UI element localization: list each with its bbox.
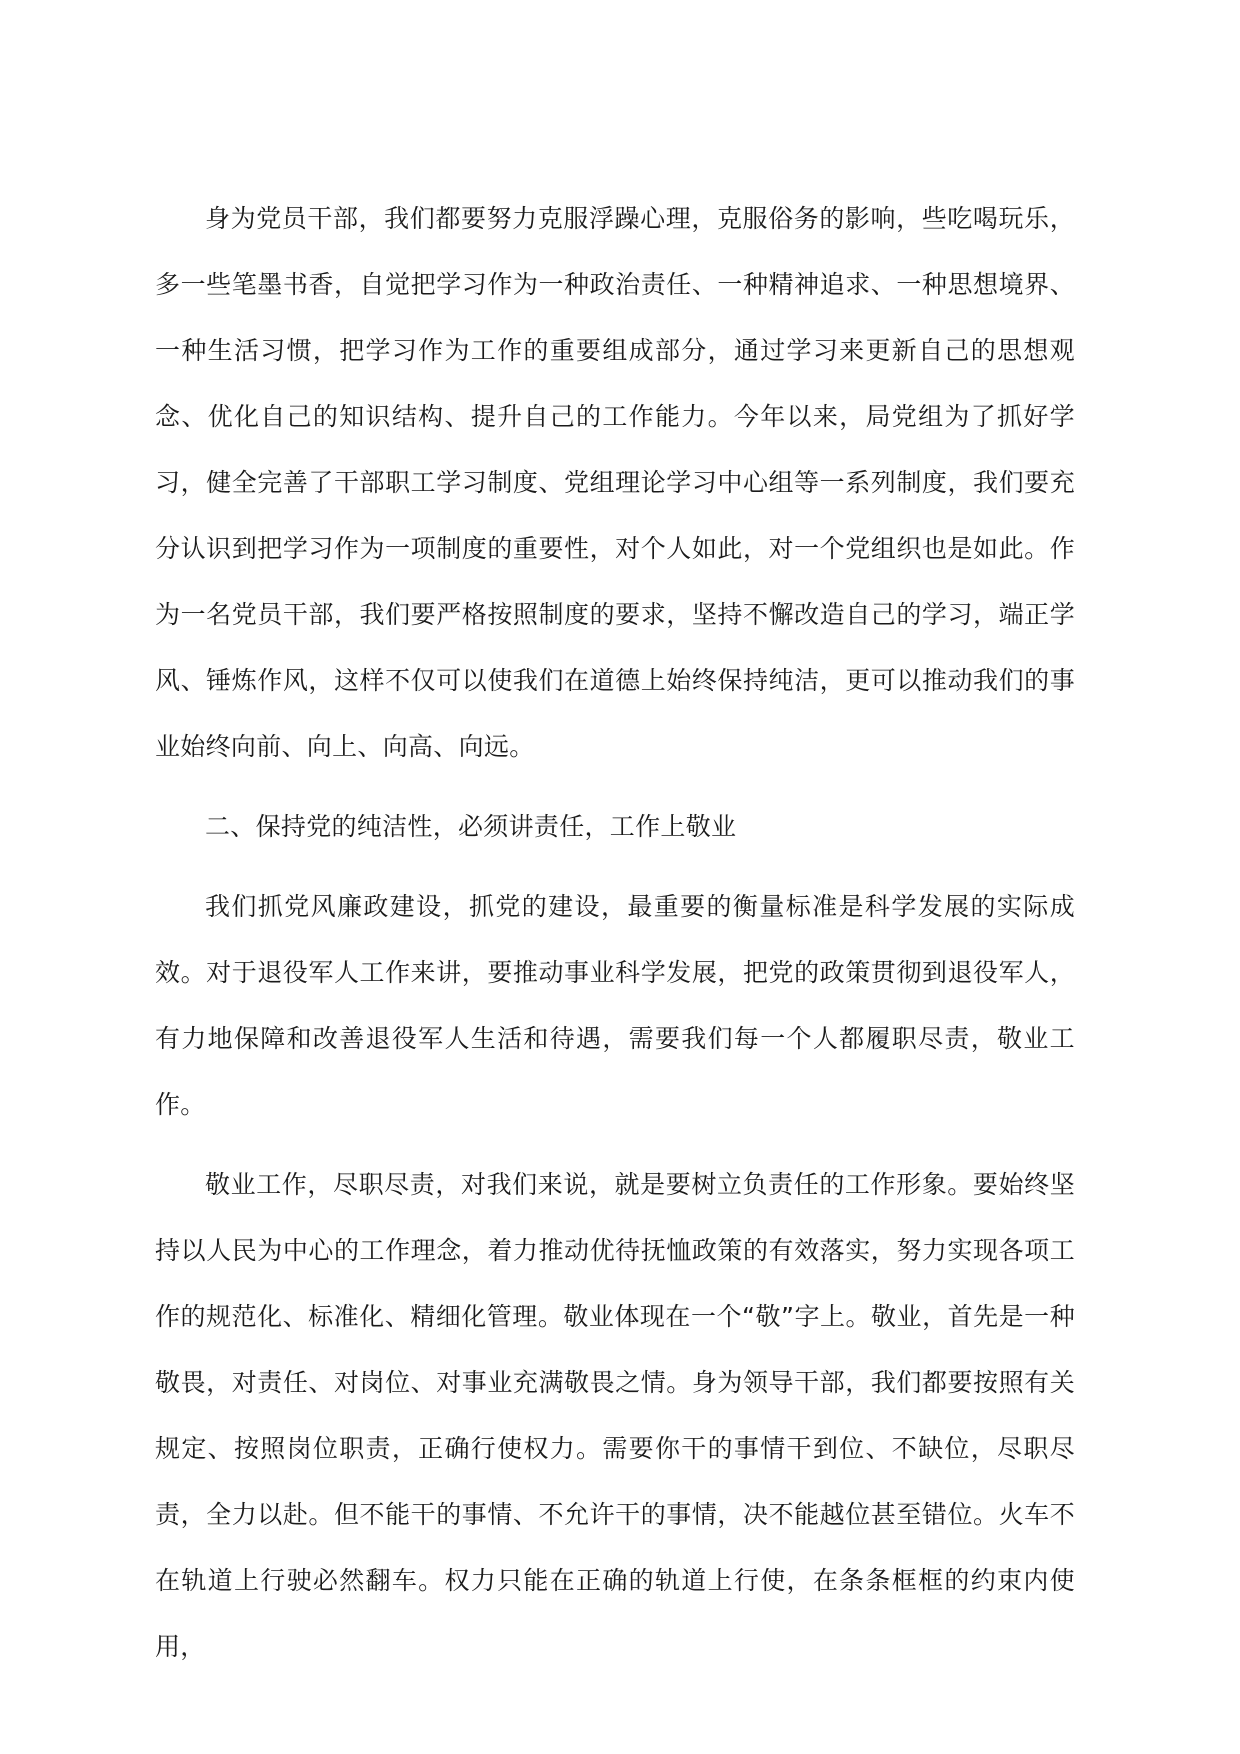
- paragraph-study-discipline: 身为党员干部，我们都要努力克服浮躁心理，克服俗务的影响，些吃喝玩乐，多一些笔墨书香，自觉把学习作为一种政治责任、一种精神追求、一种思想境界、一种生活习惯，把学习作为工作的重要组成部分，通过学习来更新自己的思想观念、优化自己的知识结构、提升自己的工作能力。今年以来，局党组为了抓好学习，健全完善了干部职工学习制度、党组理论学习中心组等一系列制度，我们要充分认识到把学习作为一项制度的重要性，对个人如此，对一个党组织也是如此。作为一名党员干部，我们要严格按照制度的要求，坚持不懈改造自己的学习，端正学风、锤炼作风，这样不仅可以使我们在道德上始终保持纯洁，更可以推动我们的事业始终向前、向上、向高、向远。: [155, 204, 1075, 761]
- paragraph-party-building: 我们抓党风廉政建设，抓党的建设，最重要的衡量标准是科学发展的实际成效。对于退役军人工作来讲，要推动事业科学发展，把党的政策贯彻到退役军人，有力地保障和改善退役军人生活和待遇，需要我们每一个人都履职尽责，敬业工作。: [155, 892, 1075, 1119]
- paragraph-dedication: 敬业工作，尽职尽责，对我们来说，就是要树立负责任的工作形象。要始终坚持以人民为中心的工作理念，着力推动优待抚恤政策的有效落实，努力实现各项工作的规范化、标准化、精细化管理。敬业体现在一个“敬”字上。敬业，首先是一种敬畏，对责任、对岗位、对事业充满敬畏之情。身为领导干部，我们都要按照有关规定、按照岗位职责，正确行使权力。需要你干的事情干到位、不缺位，尽职尽责，全力以赴。但不能干的事情、不允许干的事情，决不能越位甚至错位。火车不在轨道上行驶必然翻车。权力只能在正确的轨道上行使，在条条框框的约束内使用，: [155, 1170, 1075, 1661]
- document-body: [155, 186, 1075, 1680]
- section-heading-responsibility: 二、保持党的纯洁性，必须讲责任，工作上敬业: [205, 812, 737, 841]
